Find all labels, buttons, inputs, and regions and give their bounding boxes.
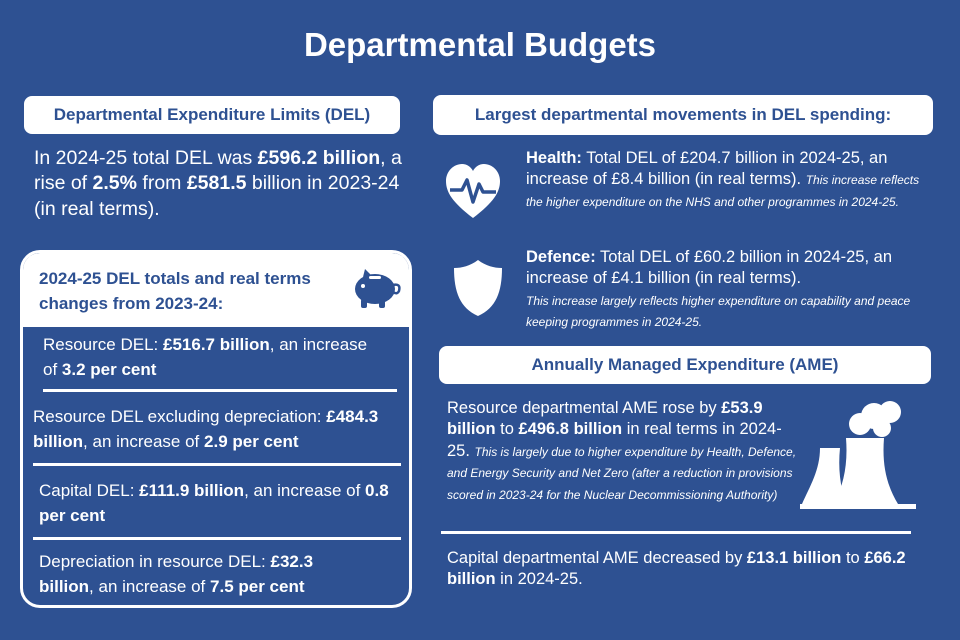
- totals-item-depreciation: Depreciation in resource DEL: £32.3 billion, an increase of 7.5 per cent: [39, 552, 314, 596]
- shield-icon: [452, 258, 504, 318]
- totals-item-resource: Resource DEL: £516.7 billion, an increase of 3.2 per cent: [43, 335, 368, 379]
- del-heading: Departmental Expenditure Limits (DEL): [24, 96, 400, 134]
- del-totals-header: [23, 253, 409, 327]
- heart-pulse-icon: [444, 162, 502, 222]
- cooling-tower-icon: [800, 398, 920, 510]
- defence-movement: Defence: Total DEL of £60.2 billion in 2024-25, an increase of £4.1 billion (in real terms). This increase largely reflects higher expenditure on capability and peace keeping programmes in 2024-25.: [526, 248, 911, 330]
- piggy-bank-icon: [349, 267, 403, 311]
- health-movement: Health: Total DEL of £204.7 billion in 2024-25, an increase of £8.4 billion (in real terms). This increase reflects the higher expenditure on the NHS and other programmes in 2024-25.: [526, 149, 920, 209]
- totals-item-resource-excl-depreciation: Resource DEL excluding depreciation: £484.3 billion, an increase of 2.9 per cent: [33, 407, 379, 451]
- del-totals-panel: [20, 250, 412, 608]
- divider: [33, 537, 401, 540]
- divider: [441, 531, 911, 534]
- movements-heading: Largest departmental movements in DEL spending:: [433, 95, 933, 135]
- page-title: Departmental Budgets: [303, 26, 657, 63]
- ame-capital: Capital departmental AME decreased by £13.1 billion to £66.2 billion in 2024-25.: [447, 549, 906, 589]
- del-intro: In 2024-25 total DEL was £596.2 billion, a rise of 2.5% from £581.5 billion in 2023-24 (in real terms).: [34, 147, 402, 220]
- ame-heading: Annually Managed Expenditure (AME): [439, 346, 931, 384]
- divider: [33, 463, 401, 466]
- divider: [43, 389, 397, 392]
- totals-item-capital: Capital DEL: £111.9 billion, an increase of 0.8 per cent: [39, 481, 389, 525]
- ame-resource: Resource departmental AME rose by £53.9 billion to £496.8 billion in real terms in 2024-25. This is largely due to higher expenditure by Health, Defence, and Energy Security and Net Zero (after a reduction in provisions scored in 2023-24 for the Nuclear Decommissioning Authority): [447, 399, 797, 502]
- del-totals-heading: 2024-25 DEL totals and real terms changes from 2023-24:: [39, 269, 311, 313]
